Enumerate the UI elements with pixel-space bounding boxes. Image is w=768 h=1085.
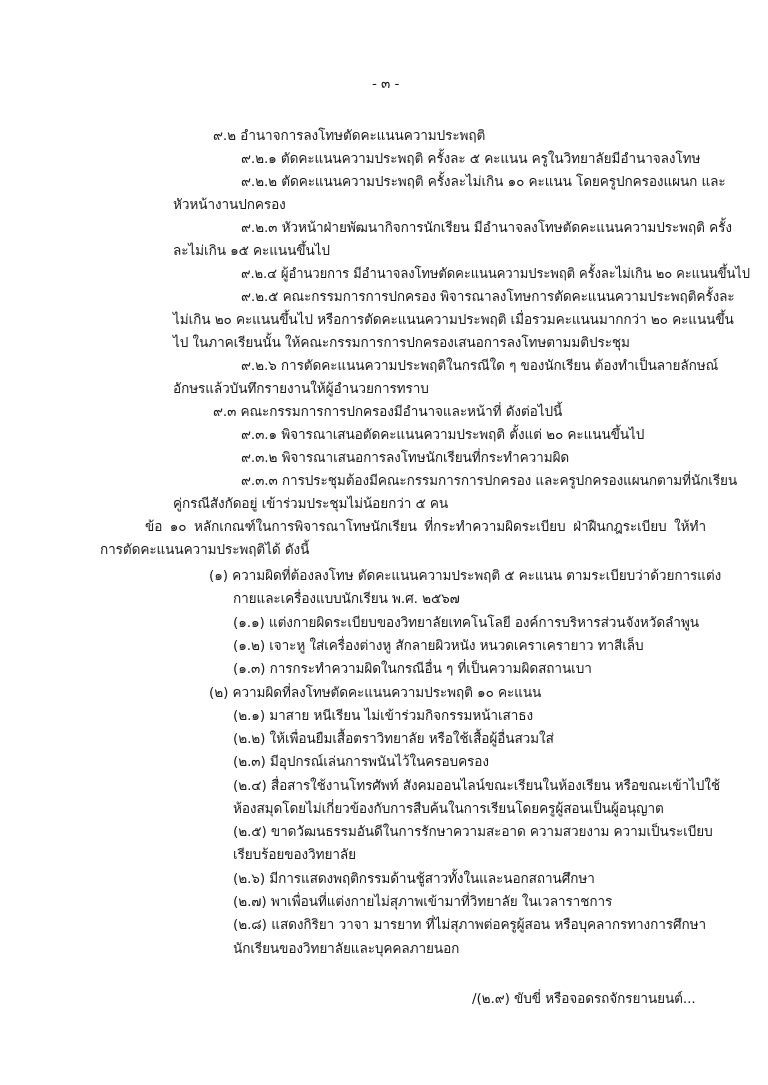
text-line: ๙.๓.๓ การประชุมต้องมีคณะกรรมการการปกครอง และครูปกครองแผนกตามที่นักเรียน	[241, 473, 738, 489]
text-line: ๙.๓.๑ พิจารณาเสนอตัดคะแนนความประพฤติ ตั้งแต่ ๒๐ คะแนนขึ้นไป	[241, 427, 645, 443]
text-line: ๙.๒.๑ ตัดคะแนนความประพฤติ ครั้งละ ๕ คะแนน ครูในวิทยาลัยมีอำนาจลงโทษ	[241, 151, 701, 167]
text-line: (๒.๔) สื่อสารใช้งานโทรศัพท์ สังคมออนไลน์ขณะเรียนในห้องเรียน หรือขณะเข้าไปใช้	[233, 778, 720, 794]
text-line: (๒.๖) มีการแสดงพฤติกรรมด้านชู้สาวทั้งในและนอกสถานศึกษา	[233, 871, 595, 887]
text-line: ๙.๒.๒ ตัดคะแนนความประพฤติ ครั้งละไม่เกิน ๑๐ คะแนน โดยครูปกครองแผนก และ	[241, 174, 726, 190]
text-line: หัวหน้างานปกครอง	[173, 197, 286, 213]
text-line: ๙.๓ คณะกรรมการการปกครองมีอำนาจและหน้าที่ ดังต่อไปนี้	[213, 404, 563, 420]
text-line: ๙.๓.๒ พิจารณาเสนอการลงโทษนักเรียนที่กระทำความผิด	[241, 450, 570, 466]
text-line: ๙.๒.๕ คณะกรรมการการปกครอง พิจารณาลงโทษการตัดคะแนนความประพฤติครั้งละ	[241, 289, 735, 305]
text-line: (๒.๘) แสดงกิริยา วาจา มารยาท ที่ไม่สุภาพต่อครูผู้สอน หรือบุคลากรทางการศึกษา	[233, 917, 706, 933]
text-line: คู่กรณีสังกัดอยู่ เข้าร่วมประชุมไม่น้อยกว่า ๕ คน	[173, 496, 449, 512]
text-line: ๙.๒.๔ ผู้อำนวยการ มีอำนาจลงโทษตัดคะแนนความประพฤติ ครั้งละไม่เกิน ๒๐ คะแนนขึ้นไป	[241, 266, 750, 282]
text-line: อักษรแล้วบันทึกรายงานให้ผู้อำนวยการทราบ	[173, 381, 429, 397]
text-line: (๑.๓) การกระทำความผิดในกรณีอื่น ๆ ที่เป็นความผิดสถานเบา	[233, 661, 592, 677]
text-line: (๒.๗) พาเพื่อนที่แต่งกายไม่สุภาพเข้ามาที่วิทยาลัย ในเวลาราชการ	[233, 894, 613, 910]
text-line: (๑.๒) เจาะหู ใส่เครื่องต่างหู สักลายผิวหนัง หนวดเคราเครายาว ทาสีเล็บ	[233, 638, 644, 654]
page-number: - ๓ -	[372, 76, 400, 92]
text-line: (๑) ความผิดที่ต้องลงโทษ ตัดคะแนนความประพฤติ ๕ คะแนน ตามระเบียบว่าด้วยการแต่ง	[209, 568, 722, 584]
text-line: เรียบร้อยของวิทยาลัย	[233, 847, 356, 863]
text-line: ไป ในภาคเรียนนั้น ให้คณะกรรมการการปกครองเสนอการลงโทษตามมติประชุม	[173, 335, 630, 351]
text-line: (๒) ความผิดที่ลงโทษตัดคะแนนความประพฤติ ๑๐ คะแนน	[209, 685, 542, 701]
continuation-note: /(๒.๙) ขับขี่ หรือจอดรถจักรยานยนต์...	[472, 991, 696, 1007]
text-line: (๒.๒) ให้เพื่อนยืมเสื้อตราวิทยาลัย หรือใช้เสื้อผู้อื่นสวมใส่	[233, 731, 554, 747]
text-line: (๒.๕) ขาดวัฒนธรรมอันดีในการรักษาความสะอาด ความสวยงาม ความเป็นระเบียบ	[233, 824, 713, 840]
text-line: ข้อ ๑๐ หลักเกณฑ์ในการพิจารณาโทษนักเรียน ที่กระทำความผิดระเบียบ ฝ่าฝืนกฎระเบียบ ให้ทำ	[145, 519, 706, 535]
text-line: ห้องสมุดโดยไม่เกี่ยวข้องกับการสืบค้นในการเรียนโดยครูผู้สอนเป็นผู้อนุญาต	[233, 801, 664, 817]
text-line: ๙.๒.๓ หัวหน้าฝ่ายพัฒนากิจการนักเรียน มีอำนาจลงโทษตัดคะแนนความประพฤติ ครั้ง	[241, 220, 732, 236]
text-line: (๒.๑) มาสาย หนีเรียน ไม่เข้าร่วมกิจกรรมหน้าเสาธง	[233, 708, 533, 724]
text-line: (๑.๑) แต่งกายผิดระเบียบของวิทยาลัยเทคโนโลยี องค์การบริหารส่วนจังหวัดลำพูน	[233, 615, 699, 631]
text-line: ๙.๒ อำนาจการลงโทษตัดคะแนนความประพฤติ	[213, 128, 486, 144]
text-line: ไม่เกิน ๒๐ คะแนนขึ้นไป หรือการตัดคะแนนความประพฤติ เมื่อรวมคะแนนมากกว่า ๒๐ คะแนนขึ้น	[173, 312, 734, 328]
text-line: ละไม่เกิน ๑๕ คะแนนขึ้นไป	[173, 243, 330, 259]
text-line: (๒.๓) มีอุปกรณ์เล่นการพนันไว้ในครอบครอง	[233, 754, 489, 770]
text-line: นักเรียนของวิทยาลัยและบุคคลภายนอก	[233, 941, 460, 957]
text-line: ๙.๒.๖ การตัดคะแนนความประพฤติในกรณีใด ๆ ของนักเรียน ต้องทำเป็นลายลักษณ์	[241, 358, 719, 374]
text-line: กายและเครื่องแบบนักเรียน พ.ศ. ๒๕๖๗	[233, 591, 460, 607]
text-line: การตัดคะแนนความประพฤติได้ ดังนี้	[100, 542, 310, 558]
